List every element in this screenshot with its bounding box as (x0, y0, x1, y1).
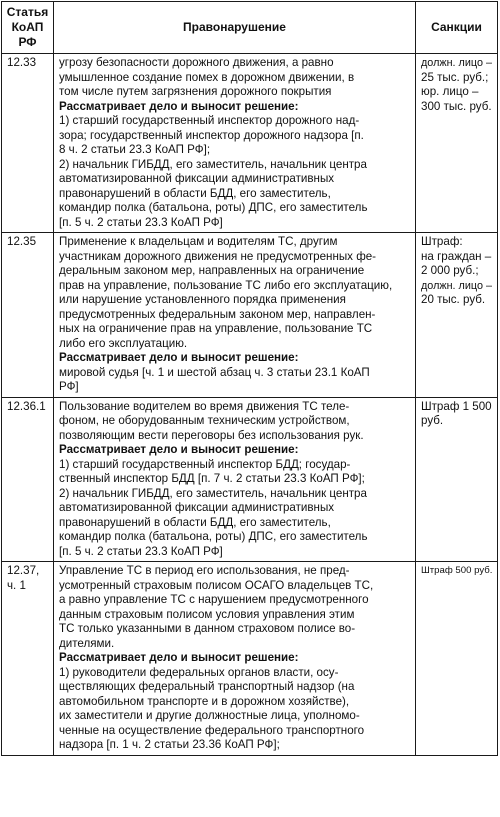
decision-heading: Рассматривает дело и выносит решение: (59, 99, 299, 113)
violation-text-line: Применение к владельцам и водителям ТС, другим (59, 235, 338, 248)
sanction-line: 20 тыс. руб. (421, 293, 486, 306)
violation-text-line: прав на управление, пользование ТС либо его эксплуатацию, (59, 278, 393, 292)
header-violation-text: Правонарушение (183, 20, 286, 34)
sanction-line: 25 тыс. руб.; (421, 70, 489, 84)
violations-table (1, 1, 498, 756)
violation-cell (54, 233, 416, 398)
violation-text-line: участникам дорожного движения не предусмотренных фе- (59, 249, 377, 263)
violation-text-line: ТС только указанными в данном страховом полисе во- (59, 622, 356, 635)
header-article (2, 2, 54, 54)
violation-text-line: зора; государственный инспектор дорожного надзора [п. (59, 128, 364, 142)
violation-text-line: [п. 5 ч. 2 статьи 23.3 КоАП РФ] (59, 544, 223, 558)
decision-heading: Рассматривает дело и выносит решение: (59, 443, 299, 456)
violation-text-line: автоматизированной фиксации административных (59, 501, 335, 514)
table-row (2, 397, 498, 562)
sanctions-cell (416, 54, 498, 233)
violation-text-line: данным страховым полисом условия управления этим (59, 607, 355, 621)
violation-text-line: Пользование водителем во время движения ТС теле- (59, 399, 350, 413)
decision-heading: Рассматривает дело и выносит решение: (59, 351, 299, 364)
sanction-line: руб. (421, 414, 444, 427)
violation-text-line: командир полка (батальона, роты) ДПС, его заместитель (59, 201, 368, 214)
article-number: ч. 1 (7, 578, 26, 592)
violation-cell (54, 397, 416, 562)
sanction-line: юр. лицо – (421, 85, 479, 98)
sanction-line: Штраф 500 руб. (421, 565, 493, 576)
violation-text-line: ченные на осуществление федерального транспортного (59, 723, 365, 737)
sanction-line: Штраф 1 500 (421, 399, 492, 413)
violation-text-line: дителями. (59, 636, 115, 650)
table-row (2, 562, 498, 756)
header-violation (54, 2, 416, 54)
article-number: 12.36.1 (7, 399, 46, 413)
violation-text-line: ных на ограничение прав на управление, пользование ТС (59, 322, 373, 335)
sanction-line: на граждан – (421, 249, 492, 263)
article-cell (2, 397, 54, 562)
header-sanctions (416, 2, 498, 54)
violation-text-line: угрозу безопасности дорожного движения, а равно (59, 56, 334, 69)
violation-text-line: их заместители и другие должностные лица, уполномо- (59, 709, 360, 722)
violation-text-line: 1) старший государственный инспектор БДД; государ- (59, 457, 351, 471)
violation-text-line: или нарушение установленного порядка применения (59, 293, 346, 306)
violation-text-line: [п. 5 ч. 2 статьи 23.3 КоАП РФ] (59, 215, 223, 229)
violation-text-line: правонарушений в области БДД, его заместитель, (59, 515, 331, 529)
article-cell (2, 562, 54, 756)
sanctions-cell (416, 562, 498, 756)
violation-text-line: 1) старший государственный инспектор дорожного над- (59, 114, 360, 127)
violation-text-line: автоматизированной фиксации административных (59, 172, 335, 185)
violation-text-line: либо его эксплуатацию. (59, 336, 188, 350)
violation-text-line: умышленное создание помех в дорожном движении, в (59, 70, 355, 84)
table-header-row (2, 2, 498, 54)
header-sanctions-text: Санкции (431, 20, 482, 34)
table-row (2, 233, 498, 398)
violation-text-line: 2) начальник ГИБДД, его заместитель, начальник центра (59, 157, 367, 171)
violation-text-line: надзора [п. 1 ч. 2 статьи 23.36 КоАП РФ]; (59, 738, 280, 751)
violation-text-line: 2) начальник ГИБДД, его заместитель, начальник центра (59, 486, 367, 500)
decision-heading: Рассматривает дело и выносит решение: (59, 651, 299, 664)
violation-text-line: автомобильном транспорте и в дорожном хозяйстве), (59, 694, 350, 708)
violation-text-line: позволяющим вести переговоры без использования рук. (59, 428, 364, 442)
table-row (2, 54, 498, 233)
table-body (2, 54, 498, 756)
article-cell (2, 233, 54, 398)
violation-text-line: деральным законом мер, направленных на ограничение (59, 264, 365, 277)
header-article-line: Статья КоАП РФ (6, 5, 49, 49)
violation-cell (54, 54, 416, 233)
violation-text-line: усмотренный страховым полисом ОСАГО владельцев ТС, (59, 578, 374, 592)
sanction-line: должн. лицо – (421, 279, 492, 292)
sanction-line: Штраф: (421, 235, 463, 248)
violation-text-line: 8 ч. 2 статьи 23.3 КоАП РФ]; (59, 143, 211, 156)
sanctions-cell (416, 397, 498, 562)
violation-text-line: предусмотренных федеральным законом мер, направлен- (59, 307, 376, 321)
article-number: 12.33 (7, 56, 37, 69)
article-number: 12.37, (7, 564, 40, 577)
violation-text-line: мировой судья [ч. 1 и шестой абзац ч. 3 статьи 23.1 КоАП (59, 365, 370, 379)
sanction-line: 300 тыс. руб. (421, 99, 492, 113)
violation-text-line: ственный инспектор БДД [п. 7 ч. 2 статьи 23.3 КоАП РФ]; (59, 472, 365, 485)
violation-text-line: ществляющих федеральный транспортный надзор (на (59, 680, 355, 693)
sanction-line: должн. лицо – (421, 57, 492, 69)
violation-text-line: командир полка (батальона, роты) ДПС, его заместитель (59, 530, 368, 543)
sanction-line: 2 000 руб.; (421, 264, 479, 277)
violation-text-line: 1) руководители федеральных органов власти, осу- (59, 665, 339, 679)
sanctions-cell (416, 233, 498, 398)
violation-text-line: а равно управление ТС с нарушением предусмотренного (59, 593, 369, 606)
violation-text-line: правонарушений в области БДД, его заместитель, (59, 186, 331, 200)
violation-text-line: РФ] (59, 380, 79, 393)
violation-text-line: том числе путем загрязнения дорожного покрытия (59, 85, 332, 98)
violation-text-line: Управление ТС в период его использования, не пред- (59, 564, 350, 577)
article-cell (2, 54, 54, 233)
violation-cell (54, 562, 416, 756)
article-number: 12.35 (7, 235, 37, 248)
violation-text-line: фоном, не оборудованным техническим устройством, (59, 414, 350, 427)
